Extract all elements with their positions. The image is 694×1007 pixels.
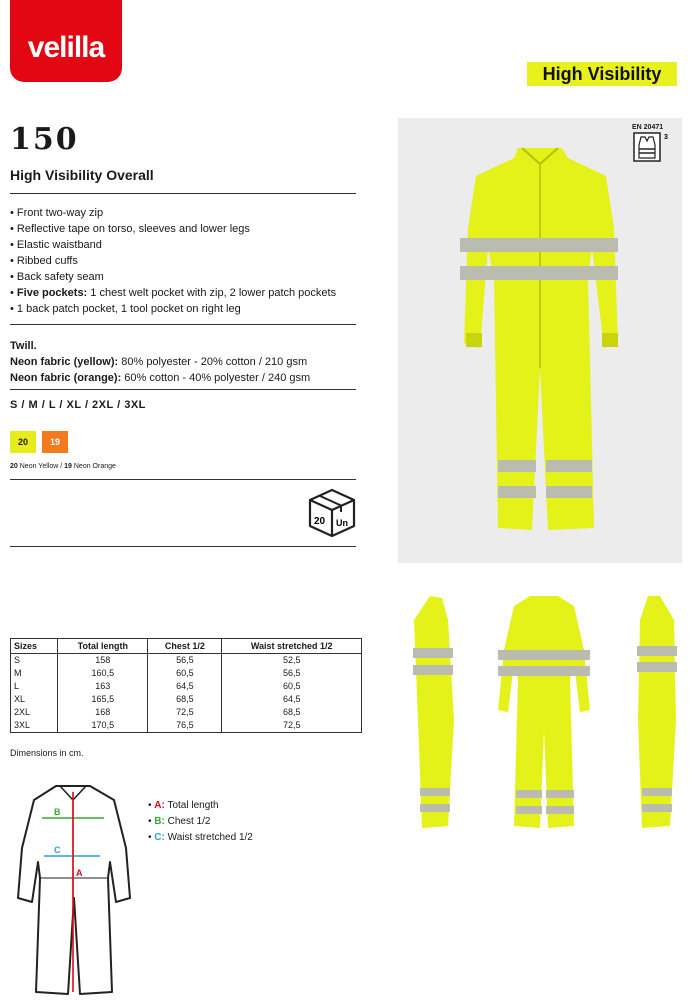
measurement-diagram	[8, 778, 138, 1000]
logo-text: velilla	[27, 31, 105, 64]
hi-vis-vest-icon	[632, 131, 672, 163]
coverall-side-right-image	[632, 590, 682, 830]
divider	[10, 546, 356, 547]
color-swatch-orange: 19	[42, 431, 68, 453]
coverall-back-image	[494, 590, 594, 830]
legend-item-a: • A: Total length	[148, 800, 219, 811]
pack-unit-label: Un	[336, 518, 348, 528]
measurement-legend	[148, 798, 253, 846]
box-icon	[304, 486, 360, 538]
column-header: Total length	[58, 639, 148, 654]
table-row: M 160,5 60,5 56,5	[11, 667, 362, 680]
divider	[10, 389, 356, 390]
fabric-info	[10, 338, 360, 386]
product-photo-front	[398, 118, 682, 563]
table-header-row	[11, 639, 362, 654]
dimensions-note: Dimensions in cm.	[10, 748, 84, 758]
color-swatch-yellow: 20	[10, 431, 36, 453]
feature-item: • Elastic waistband	[10, 237, 360, 253]
column-header: Chest 1/2	[148, 639, 222, 654]
table-row: XL 165,5 68,5 64,5	[11, 693, 362, 706]
product-name: High Visibility Overall	[10, 167, 154, 183]
cert-class: 3	[664, 134, 668, 141]
model-number: 150	[10, 122, 79, 157]
certification-mark	[632, 124, 680, 165]
feature-item: • Reflective tape on torso, sleeves and lower legs	[10, 221, 360, 237]
fabric-line-orange: Neon fabric (orange): 60% cotton - 40% polyester / 240 gsm	[10, 372, 311, 384]
pack-units: 20	[314, 516, 326, 527]
legend-item-c: • C: Waist stretched 1/2	[148, 832, 253, 843]
feature-item: • Back safety seam	[10, 269, 360, 285]
feature-item: • Front two-way zip	[10, 205, 360, 221]
feature-list	[10, 205, 360, 317]
feature-item: • Five pockets: 1 chest welt pocket with zip, 2 lower patch pockets	[10, 285, 360, 301]
fabric-type: Twill.	[10, 340, 37, 352]
available-sizes: S / M / L / XL / 2XL / 3XL	[10, 399, 146, 411]
coverall-side-left-image	[408, 590, 458, 830]
column-header: Waist stretched 1/2	[222, 639, 362, 654]
table-row: L 163 64,5 60,5	[11, 680, 362, 693]
table-row: S 158 56,5 52,5	[11, 654, 362, 668]
divider	[10, 324, 356, 325]
legend-item-b: • B: Chest 1/2	[148, 816, 211, 827]
velilla-logo	[10, 0, 122, 82]
size-table	[10, 638, 362, 733]
table-row: 2XL 168 72,5 68,5	[11, 706, 362, 719]
marker-c: C	[54, 845, 61, 855]
divider	[10, 193, 356, 194]
divider	[10, 479, 356, 480]
category-badge: High Visibility	[527, 62, 677, 86]
table-row: 3XL 170,5 76,5 72,5	[11, 719, 362, 733]
coverall-front-image	[398, 118, 682, 563]
colors-legend: 20 Neon Yellow / 19 Neon Orange	[10, 463, 116, 470]
cert-standard: EN 20471	[632, 124, 664, 131]
feature-item: • 1 back patch pocket, 1 tool pocket on right leg	[10, 301, 360, 317]
marker-a: A	[76, 868, 83, 878]
column-header: Sizes	[11, 639, 58, 654]
marker-b: B	[54, 807, 61, 817]
feature-item: • Ribbed cuffs	[10, 253, 360, 269]
fabric-line-yellow: Neon fabric (yellow): 80% polyester - 20% cotton / 210 gsm	[10, 356, 308, 368]
